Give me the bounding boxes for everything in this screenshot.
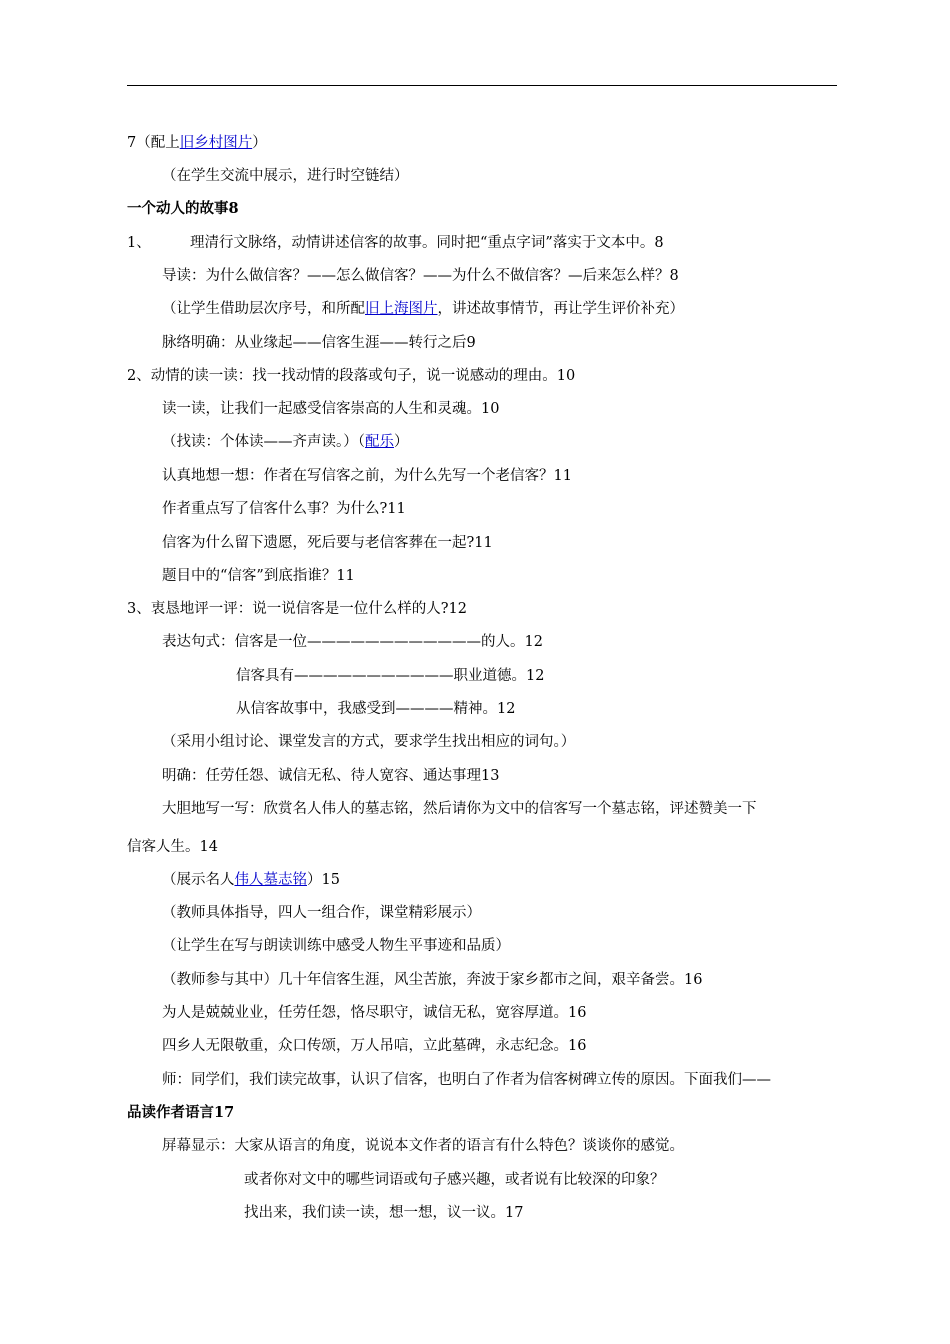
line-text: 屏幕显示：大家从语言的角度，说说本文作者的语言有什么特色？谈谈你的感觉。 — [162, 1138, 684, 1154]
line-text: 导读：为什么做信客？——怎么做信客？——为什么不做信客？—后来怎么样？8 — [162, 268, 679, 284]
line-text: 信客人生。14 — [127, 839, 218, 855]
line-text: 找出来，我们读一读，想一想，议一议。17 — [244, 1205, 524, 1221]
line-old-shanghai-pictures — [162, 299, 684, 319]
section-heading-moving-story: 一个动人的故事8 — [127, 200, 239, 217]
line-text: （采用小组讨论、课堂发言的方式，要求学生找出相应的词句。） — [162, 734, 576, 750]
line-text: 3、衷恳地评一评：说一说信客是一位什么样的人?12 — [127, 601, 467, 617]
line-text: 信客具有———————————职业道德。12 — [236, 668, 545, 684]
line-text: （教师参与其中）几十年信客生涯，风尘苦旅，奔波于家乡都市之间，艰辛备尝。16 — [162, 972, 703, 988]
line-text: 或者你对文中的哪些词语或句子感兴趣，或者说有比较深的印象？ — [244, 1172, 665, 1188]
line-text: 7（配上 — [127, 135, 180, 151]
line-text: ） — [394, 434, 409, 450]
old-shanghai-pictures-link[interactable]: 旧上海图片 — [365, 301, 438, 317]
line-text: 题目中的“信客”到底指谁？11 — [162, 568, 355, 584]
line-epitaphs — [162, 870, 340, 890]
line-text: 2、动情的读一读：找一找动情的段落或句子，说一说感动的理由。10 — [127, 368, 576, 384]
line-text: 师：同学们，我们读完故事，认识了信客，也明白了作者为信客树碑立传的原因。下面我们—— — [162, 1072, 771, 1088]
line-background-music — [162, 432, 409, 452]
old-village-pictures-link[interactable]: 旧乡村图片 — [179, 135, 253, 151]
line-text: 表达句式：信客是一位————————————的人。12 — [162, 634, 543, 650]
line-text: （找读：个体读——齐声读。）（ — [162, 434, 365, 450]
line-text: 作者重点写了信客什么事？为什么?11 — [162, 501, 406, 517]
header-rule — [127, 85, 837, 86]
line-text: 理清行文脉络，动情讲述信客的故事。同时把“重点字词”落实于文本中。8 — [190, 235, 664, 251]
line-text: （让学生借助层次序号，和所配 — [162, 301, 365, 317]
line-text: ）15 — [307, 872, 340, 888]
line-text: （教师具体指导，四人一组合作，课堂精彩展示） — [162, 905, 481, 921]
list-number: 1、 — [127, 235, 151, 251]
line-text: （让学生在写与朗读训练中感受人物生平事迹和品质） — [162, 938, 510, 954]
line-text: 读一读，让我们一起感受信客崇高的人生和灵魂。10 — [162, 401, 500, 417]
line-text: 明确：任劳任怨、诚信无私、待人宽容、通达事理13 — [162, 768, 500, 784]
line-text: ，讲述故事情节，再让学生评价补充） — [437, 301, 684, 317]
line-text: ） — [252, 135, 267, 151]
section-heading-author-language: 品读作者语言17 — [127, 1104, 235, 1121]
line-text: （展示名人 — [162, 872, 235, 888]
great-people-epitaphs-link[interactable]: 伟人墓志铭 — [234, 872, 307, 888]
line-text: 脉络明确：从业缘起——信客生涯——转行之后9 — [162, 335, 476, 351]
line-text: 大胆地写一写：欣赏名人伟人的墓志铭，然后请你为文中的信客写一个墓志铭，评述赞美一下 — [162, 801, 757, 817]
line-text: 从信客故事中，我感受到————精神。12 — [236, 701, 516, 717]
line-text: 认真地想一想：作者在写信客之前，为什么先写一个老信客？11 — [162, 468, 572, 484]
line-text: 为人是兢兢业业，任劳任怨，恪尽职守，诚信无私，宽容厚道。16 — [162, 1005, 587, 1021]
line-text: 四乡人无限敬重，众口传颂，万人吊唁，立此墓碑，永志纪念。16 — [162, 1038, 587, 1054]
line-old-village-pictures — [127, 133, 267, 153]
line-text: （在学生交流中展示，进行时空链结） — [162, 168, 409, 184]
background-music-link[interactable]: 配乐 — [365, 434, 394, 450]
line-text: 信客为什么留下遗愿，死后要与老信客葬在一起?11 — [162, 535, 493, 551]
